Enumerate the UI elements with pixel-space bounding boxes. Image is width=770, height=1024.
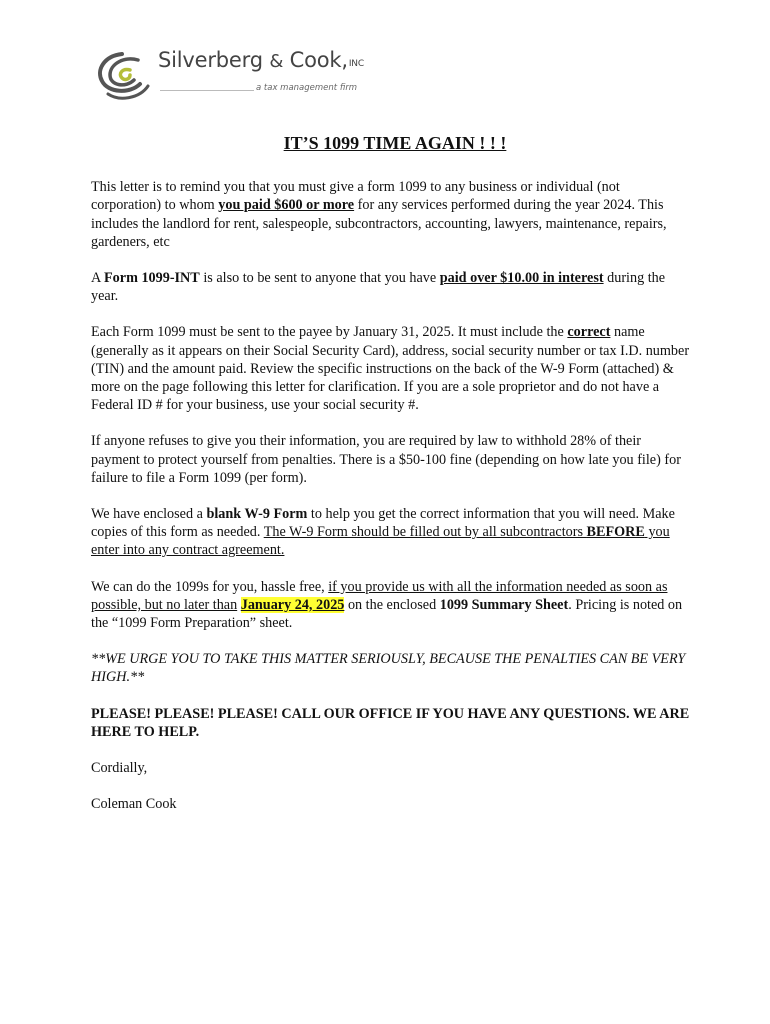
paragraph-service-offer: We can do the 1099s for you, hassle free, if you provide us with all the information needed as soon as possible, but no later than January 24, 2025 on the enclosed 1099 Summary Sheet. Pricing is noted on the “1099 Form Preparation” sheet. [91,578,683,632]
company-name: Silverberg & Cook,INC [158,48,364,72]
company-tagline: a tax management firm [256,83,358,93]
highlighted-date: January 24, 2025 [240,596,345,613]
paragraph-1099-reminder: This letter is to remind you that you must give a form 1099 to any business or individual (not corporation) to whom you paid $600 or more for any services performed during the year 2024. This includes the landlord for rent, salespeople, subcontractors, accounting, lawyers, maintenance, repairs, gardeners, etc [91,179,667,250]
closing: Cordially, [91,760,148,777]
company-logo [94,48,364,106]
paragraph-call-office: PLEASE! PLEASE! PLEASE! CALL OUR OFFICE IF YOU HAVE ANY QUESTIONS. WE ARE HERE TO HELP. [91,705,690,740]
swirl-logo-icon [94,48,154,104]
letter-title: IT’S 1099 TIME AGAIN ! ! ! [283,133,507,153]
signature: Coleman Cook [91,796,177,813]
paragraph-deadline: Each Form 1099 must be sent to the payee by January 31, 2025. It must include the correct name (generally as it appears on their Social Security Card), address, social security number or tax I.D. number (TIN) and the amount paid. Review the specific instructions on the back of the W-9 Form (attached) & more on the page following this letter for clarification. If you are a sole proprietor and do not have a Federal ID # for your business, use your social security #. [91,324,690,414]
letter-body [91,134,691,831]
paragraph-warning: **WE URGE YOU TO TAKE THIS MATTER SERIOUSLY, BECAUSE THE PENALTIES CAN BE VERY HIGH.** [91,651,686,686]
paragraph-1099-int: A Form 1099-INT is also to be sent to anyone that you have paid over $10.00 in interest during the year. [91,270,666,305]
paragraph-withholding: If anyone refuses to give you their information, you are required by law to withhold 28% of their payment to protect yourself from penalties. There is a $50-100 fine (depending on how late you file) for failure to file a Form 1099 (per form). [91,433,681,486]
paragraph-w9-form: We have enclosed a blank W-9 Form to help you get the correct information that you will need. Make copies of this form as needed. The W-9 Form should be filled out by all subcontractors BEFORE you enter into any contract agreement. [91,506,675,559]
